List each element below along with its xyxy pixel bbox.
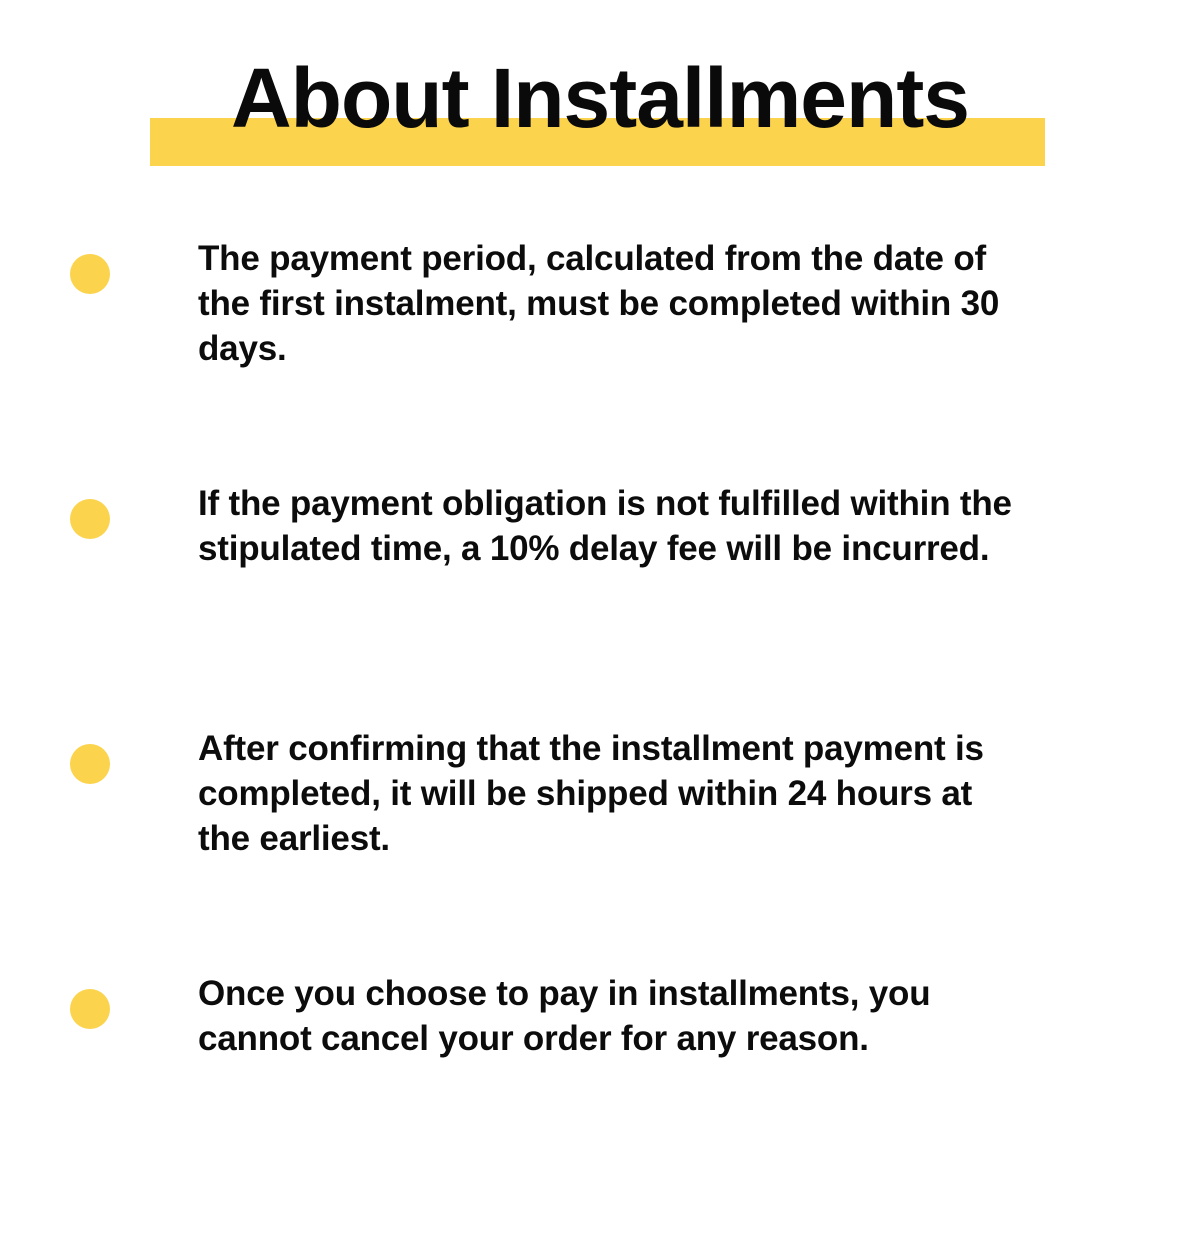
dot-bullet-icon xyxy=(70,989,110,1029)
dot-bullet-icon xyxy=(70,254,110,294)
list-item-text: The payment period, calculated from the date of the first instalment, must be completed within 30 days. xyxy=(198,239,1000,368)
bullet-cell xyxy=(0,236,198,294)
list-item-text: If the payment obligation is not fulfilled within the stipulated time, a 10% delay fee will be incurred. xyxy=(198,484,1012,568)
list-item xyxy=(0,481,1160,726)
dot-bullet-icon xyxy=(70,744,110,784)
bullet-cell xyxy=(0,971,198,1029)
page-title: About Installments xyxy=(230,51,970,145)
list-item xyxy=(0,236,1160,481)
bullet-cell xyxy=(0,481,198,539)
page-title-block xyxy=(0,38,1200,188)
installments-info-page xyxy=(0,38,1200,1238)
dot-bullet-icon xyxy=(70,499,110,539)
list-item-text: After confirming that the installment payment is completed, it will be shipped within 24 hours at the earliest. xyxy=(198,729,984,858)
list-item-text: Once you choose to pay in installments, you cannot cancel your order for any reason. xyxy=(198,974,931,1058)
bullet-cell xyxy=(0,726,198,784)
policy-list xyxy=(0,236,1200,1216)
list-item xyxy=(0,971,1160,1216)
list-item xyxy=(0,726,1160,971)
